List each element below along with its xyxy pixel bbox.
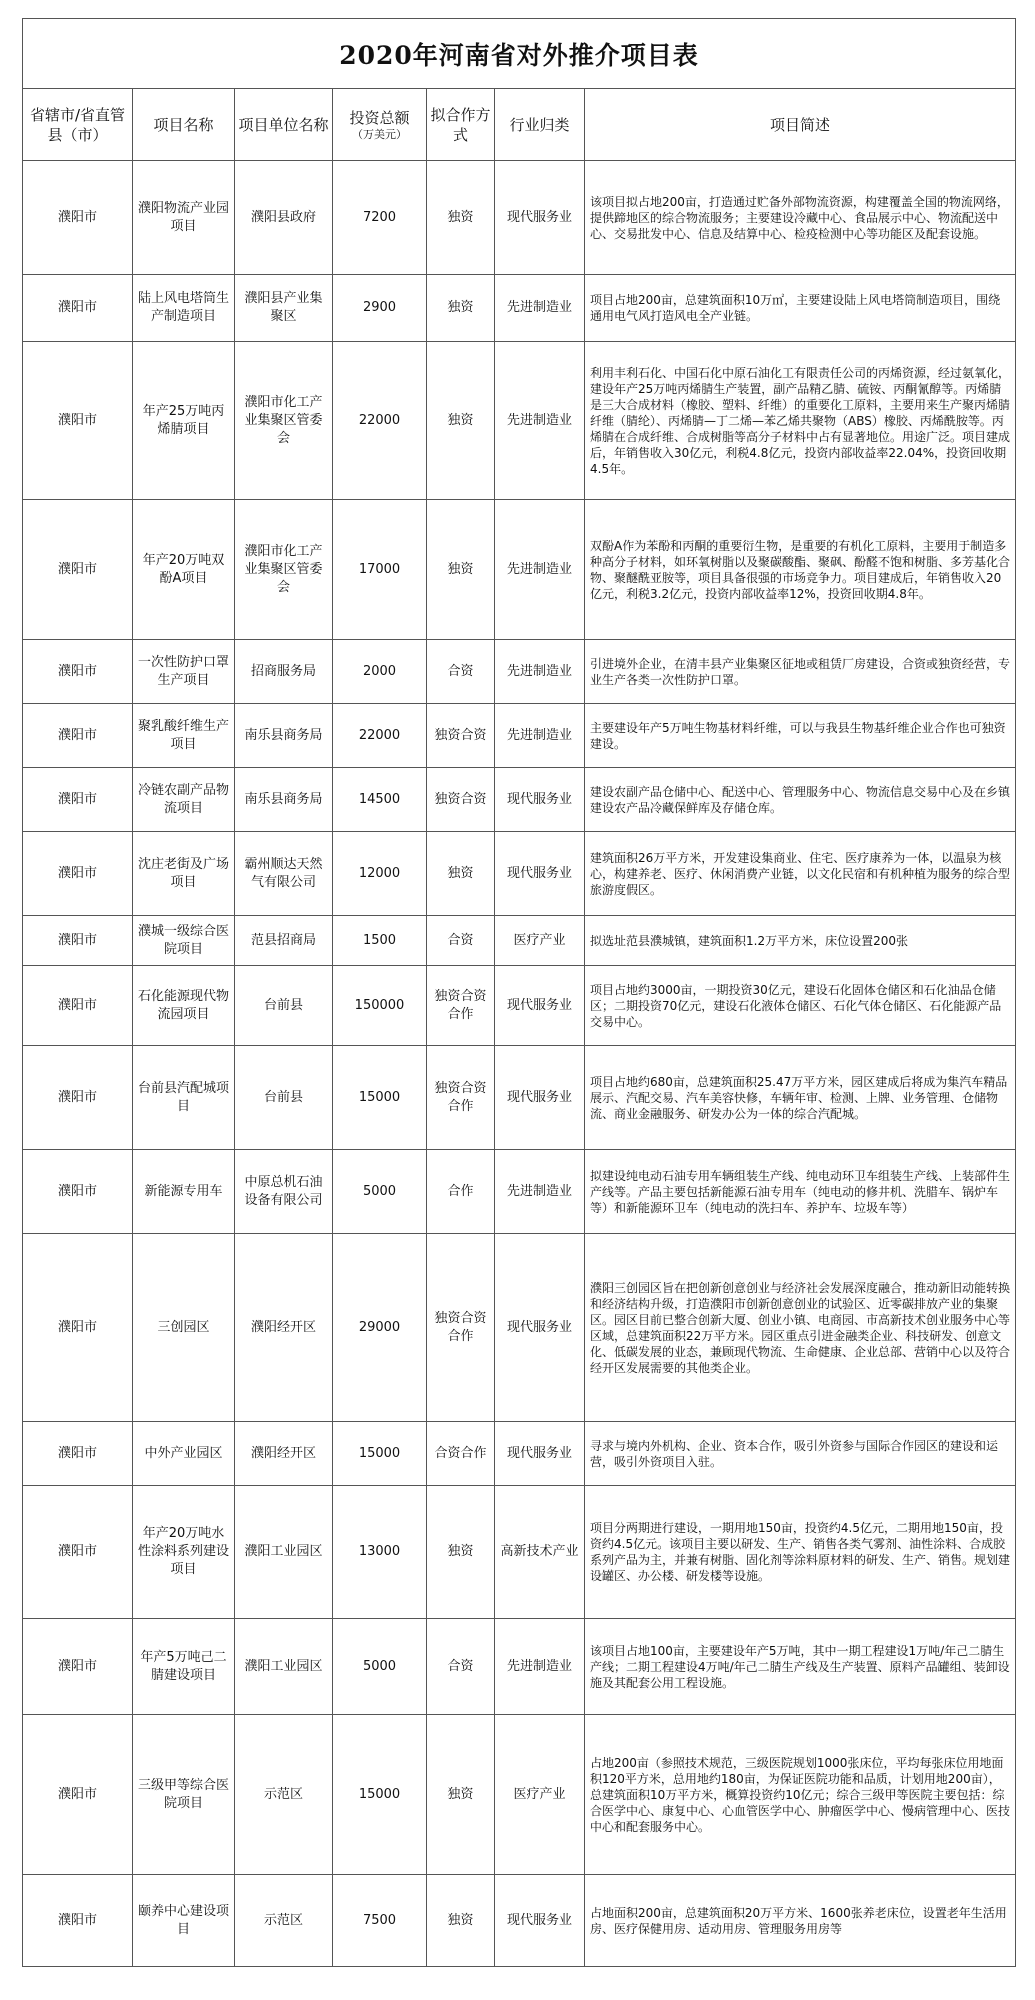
cell-description: 利用丰利石化、中国石化中原石油化工有限责任公司的丙烯资源，经过氨氧化，建设年产25万吨丙烯腈生产装置，副产品精乙腈、硫铵、丙酮氰醇等。丙烯腈是三大合成材料（橡胶、塑料、纤维）的重要化工原料，主要用来生产聚丙烯腈纤维（腈纶）、丙烯腈—丁二烯—苯乙烯共聚物（ABS）橡胶、丙烯酰胺等。丙烯腈在合成纤维、合成树脂等高分子材料中占有显著地位。用途广泛。项目建成后，年销售收入30亿元，利税4.8亿元，投资内部收益率22.04%，投资回收期4.5年。 (585, 342, 1016, 500)
cell-region: 濮阳市 (23, 1046, 133, 1150)
cell-cooperation-mode: 独资 (427, 342, 495, 500)
header-mode: 拟合作方式 (427, 89, 495, 161)
cell-investment-amount: 13000 (333, 1486, 427, 1619)
cell-region: 濮阳市 (23, 966, 133, 1046)
table-row (23, 1150, 1016, 1234)
cell-project-name: 三级甲等综合医院项目 (133, 1715, 235, 1875)
cell-investment-amount: 2000 (333, 640, 427, 704)
cell-description: 项目占地约680亩，总建筑面积25.47万平方米，园区建成后将成为集汽车精品展示、汽配交易、汽车美容快修，车辆年审、检测、上牌、业务管理、仓储物流、商业金融服务、研发办公为一体的综合汽配城。 (585, 1046, 1016, 1150)
table-row (23, 832, 1016, 916)
cell-project-name: 濮城一级综合医院项目 (133, 916, 235, 966)
cell-investment-amount: 12000 (333, 832, 427, 916)
cell-industry: 先进制造业 (495, 640, 585, 704)
cell-cooperation-mode: 合作 (427, 1150, 495, 1234)
cell-description: 主要建设年产5万吨生物基材料纤维，可以与我县生物基纤维企业合作也可独资建设。 (585, 704, 1016, 768)
cell-investment-amount: 15000 (333, 1046, 427, 1150)
cell-industry: 医疗产业 (495, 1715, 585, 1875)
cell-industry: 现代服务业 (495, 966, 585, 1046)
cell-industry: 现代服务业 (495, 161, 585, 275)
cell-project-name: 新能源专用车 (133, 1150, 235, 1234)
table-row (23, 342, 1016, 500)
cell-industry: 先进制造业 (495, 500, 585, 640)
cell-cooperation-mode: 独资 (427, 1715, 495, 1875)
cell-region: 濮阳市 (23, 1234, 133, 1422)
cell-region: 濮阳市 (23, 161, 133, 275)
cell-industry: 先进制造业 (495, 1619, 585, 1715)
table-row (23, 1715, 1016, 1875)
cell-industry: 现代服务业 (495, 768, 585, 832)
cell-project-unit: 范县招商局 (235, 916, 333, 966)
cell-project-name: 陆上风电塔筒生产制造项目 (133, 275, 235, 342)
cell-project-unit: 中原总机石油设备有限公司 (235, 1150, 333, 1234)
cell-industry: 现代服务业 (495, 1875, 585, 1967)
cell-project-unit: 濮阳经开区 (235, 1234, 333, 1422)
cell-project-unit: 濮阳县产业集聚区 (235, 275, 333, 342)
cell-cooperation-mode: 独资合资 (427, 768, 495, 832)
cell-description: 项目占地约3000亩，一期投资30亿元，建设石化固体仓储区和石化油品仓储区；二期投资70亿元，建设石化液体仓储区、石化气体仓储区、石化能源产品交易中心。 (585, 966, 1016, 1046)
table-row (23, 1422, 1016, 1486)
cell-region: 濮阳市 (23, 640, 133, 704)
cell-cooperation-mode: 独资 (427, 1486, 495, 1619)
cell-region: 濮阳市 (23, 1422, 133, 1486)
title-row (23, 19, 1016, 89)
table-row (23, 916, 1016, 966)
cell-investment-amount: 5000 (333, 1619, 427, 1715)
cell-industry: 先进制造业 (495, 275, 585, 342)
cell-project-unit: 台前县 (235, 1046, 333, 1150)
cell-cooperation-mode: 合资合作 (427, 1422, 495, 1486)
cell-industry: 高新技术产业 (495, 1486, 585, 1619)
header-region: 省辖市/省直管县（市） (23, 89, 133, 161)
header-name: 项目名称 (133, 89, 235, 161)
cell-project-name: 三创园区 (133, 1234, 235, 1422)
cell-region: 濮阳市 (23, 1150, 133, 1234)
header-amount-unit: （万美元） (352, 128, 407, 141)
cell-description: 拟选址范县濮城镇，建筑面积1.2万平方米，床位设置200张 (585, 916, 1016, 966)
cell-investment-amount: 15000 (333, 1715, 427, 1875)
cell-project-name: 台前县汽配城项目 (133, 1046, 235, 1150)
cell-description: 双酚A作为苯酚和丙酮的重要衍生物，是重要的有机化工原料，主要用于制造多种高分子材料，如环氧树脂以及聚碳酸酯、聚砜、酚醛不饱和树脂、多芳基化合物、聚醚酰亚胺等，项目具备很强的市场竞争力。项目建成后，年销售收入20亿元，利税3.2亿元，投资内部收益率12%，投资回收期4.8年。 (585, 500, 1016, 640)
cell-region: 濮阳市 (23, 768, 133, 832)
cell-cooperation-mode: 独资 (427, 275, 495, 342)
cell-description: 建筑面积26万平方米，开发建设集商业、住宅、医疗康养为一体，以温泉为核心，构建养老、医疗、休闲消费产业链，以文化民宿和有机种植为服务的综合型旅游度假区。 (585, 832, 1016, 916)
cell-project-name: 年产5万吨己二腈建设项目 (133, 1619, 235, 1715)
cell-description: 占地200亩（参照技术规范，三级医院规划1000张床位，平均每张床位用地面积120平方米，总用地约180亩，为保证医院功能和品质，计划用地200亩），总建筑面积10万平方米，概算投资约10亿元；综合三级甲等医院主要包括：综合医学中心、康复中心、心血管医学中心、肿瘤医学中心、慢病管理中心、医技中心和配套服务中心。 (585, 1715, 1016, 1875)
cell-cooperation-mode: 独资 (427, 832, 495, 916)
cell-project-unit: 示范区 (235, 1715, 333, 1875)
cell-region: 濮阳市 (23, 1619, 133, 1715)
cell-project-unit: 濮阳工业园区 (235, 1619, 333, 1715)
header-unit: 项目单位名称 (235, 89, 333, 161)
cell-cooperation-mode: 独资合资合作 (427, 966, 495, 1046)
table-row (23, 1875, 1016, 1967)
cell-cooperation-mode: 独资 (427, 500, 495, 640)
cell-description: 建设农副产品仓储中心、配送中心、管理服务中心、物流信息交易中心及在乡镇建设农产品冷藏保鲜库及存储仓库。 (585, 768, 1016, 832)
table-row (23, 1234, 1016, 1422)
table-row (23, 640, 1016, 704)
cell-industry: 现代服务业 (495, 832, 585, 916)
table-row (23, 1046, 1016, 1150)
cell-project-unit: 濮阳县政府 (235, 161, 333, 275)
cell-region: 濮阳市 (23, 832, 133, 916)
cell-project-name: 年产20万吨双酚A项目 (133, 500, 235, 640)
cell-project-name: 一次性防护口罩生产项目 (133, 640, 235, 704)
table-body (23, 161, 1016, 1967)
cell-description: 占地面积200亩，总建筑面积20万平方米、1600张养老床位，设置老年生活用房、医疗保健用房、适动用房、管理服务用房等 (585, 1875, 1016, 1967)
cell-description: 濮阳三创园区旨在把创新创意创业与经济社会发展深度融合，推动新旧动能转换和经济结构升级，打造濮阳市创新创意创业的试验区、近零碳排放产业的集聚区。园区目前已整合创新大厦、创业小镇、电商园、市高新技术创业服务中心等区域，总建筑面积22万平方米。园区重点引进金融类企业、科技研发、创意文化、低碳发展的业态，兼顾现代物流、生命健康、企业总部、营销中心以及符合经开区发展需要的其他类企业。 (585, 1234, 1016, 1422)
cell-investment-amount: 1500 (333, 916, 427, 966)
table-row (23, 500, 1016, 640)
cell-region: 濮阳市 (23, 275, 133, 342)
cell-project-unit: 濮阳经开区 (235, 1422, 333, 1486)
cell-investment-amount: 29000 (333, 1234, 427, 1422)
cell-project-unit: 濮阳市化工产业集聚区管委会 (235, 500, 333, 640)
cell-description: 该项目占地100亩，主要建设年产5万吨，其中一期工程建设1万吨/年己二腈生产线；二期工程建设4万吨/年己二腈生产线及生产装置、原料产品罐组、装卸设施及其配套公用工程设施。 (585, 1619, 1016, 1715)
cell-project-unit: 招商服务局 (235, 640, 333, 704)
cell-investment-amount: 15000 (333, 1422, 427, 1486)
cell-investment-amount: 22000 (333, 704, 427, 768)
cell-industry: 先进制造业 (495, 1150, 585, 1234)
cell-cooperation-mode: 合资 (427, 640, 495, 704)
page-wrapper (22, 18, 1016, 1967)
cell-investment-amount: 5000 (333, 1150, 427, 1234)
cell-project-name: 沈庄老街及广场项目 (133, 832, 235, 916)
cell-cooperation-mode: 独资 (427, 1875, 495, 1967)
cell-cooperation-mode: 独资合资合作 (427, 1234, 495, 1422)
cell-cooperation-mode: 合资 (427, 1619, 495, 1715)
cell-project-unit: 濮阳工业园区 (235, 1486, 333, 1619)
cell-description: 项目分两期进行建设，一期用地150亩，投资约4.5亿元，二期用地150亩，投资约4.5亿元。该项目主要以研发、生产、销售各类气雾剂、油性涂料、合成胶系列产品为主，并兼有树脂、固化剂等涂料原材料的研发、生产、销售。规划建设罐区、办公楼、研发楼等设施。 (585, 1486, 1016, 1619)
cell-investment-amount: 150000 (333, 966, 427, 1046)
cell-project-unit: 示范区 (235, 1875, 333, 1967)
cell-project-name: 冷链农副产品物流项目 (133, 768, 235, 832)
cell-industry: 现代服务业 (495, 1234, 585, 1422)
table-row (23, 275, 1016, 342)
table-row (23, 966, 1016, 1046)
cell-project-name: 年产20万吨水性涂料系列建设项目 (133, 1486, 235, 1619)
header-row (23, 89, 1016, 161)
cell-project-name: 濮阳物流产业园项目 (133, 161, 235, 275)
cell-industry: 现代服务业 (495, 1046, 585, 1150)
header-industry: 行业归类 (495, 89, 585, 161)
cell-description: 拟建设纯电动石油专用车辆组装生产线、纯电动环卫车组装生产线、上装部件生产线等。产品主要包括新能源石油专用车（纯电动的修井机、洗腊车、锅炉车等）和新能源环卫车（纯电动的洗扫车、养护车、垃圾车等） (585, 1150, 1016, 1234)
cell-project-unit: 台前县 (235, 966, 333, 1046)
cell-investment-amount: 7500 (333, 1875, 427, 1967)
table-row (23, 1486, 1016, 1619)
table-row (23, 161, 1016, 275)
cell-project-unit: 南乐县商务局 (235, 768, 333, 832)
cell-description: 引进境外企业，在清丰县产业集聚区征地或租赁厂房建设，合资或独资经营，专业生产各类一次性防护口罩。 (585, 640, 1016, 704)
cell-industry: 现代服务业 (495, 1422, 585, 1486)
cell-cooperation-mode: 独资 (427, 161, 495, 275)
cell-cooperation-mode: 合资 (427, 916, 495, 966)
header-desc: 项目简述 (585, 89, 1016, 161)
cell-description: 寻求与境内外机构、企业、资本合作，吸引外资参与国际合作园区的建设和运营，吸引外资项目入驻。 (585, 1422, 1016, 1486)
cell-project-name: 年产25万吨丙烯腈项目 (133, 342, 235, 500)
cell-project-unit: 南乐县商务局 (235, 704, 333, 768)
cell-project-unit: 濮阳市化工产业集聚区管委会 (235, 342, 333, 500)
cell-industry: 医疗产业 (495, 916, 585, 966)
cell-project-name: 颐养中心建设项目 (133, 1875, 235, 1967)
cell-description: 该项目拟占地200亩，打造通过贮备外部物流资源，构建覆盖全国的物流网络，提供蹄地区的综合物流服务；主要建设冷藏中心、食品展示中心、物流配送中心、交易批发中心、信息及结算中心、检疫检测中心等功能区及配套设施。 (585, 161, 1016, 275)
cell-investment-amount: 7200 (333, 161, 427, 275)
cell-region: 濮阳市 (23, 1486, 133, 1619)
cell-investment-amount: 22000 (333, 342, 427, 500)
cell-industry: 先进制造业 (495, 704, 585, 768)
cell-project-unit: 霸州顺达天然气有限公司 (235, 832, 333, 916)
table-row (23, 1619, 1016, 1715)
cell-region: 濮阳市 (23, 500, 133, 640)
cell-investment-amount: 14500 (333, 768, 427, 832)
cell-region: 濮阳市 (23, 916, 133, 966)
cell-cooperation-mode: 独资合资合作 (427, 1046, 495, 1150)
cell-region: 濮阳市 (23, 1875, 133, 1967)
table-row (23, 768, 1016, 832)
cell-project-name: 中外产业园区 (133, 1422, 235, 1486)
cell-industry: 先进制造业 (495, 342, 585, 500)
cell-investment-amount: 2900 (333, 275, 427, 342)
table-row (23, 704, 1016, 768)
cell-investment-amount: 17000 (333, 500, 427, 640)
project-table (22, 18, 1016, 1967)
header-amount-label: 投资总额 (349, 109, 410, 127)
cell-region: 濮阳市 (23, 1715, 133, 1875)
cell-cooperation-mode: 独资合资 (427, 704, 495, 768)
header-amount (333, 89, 427, 161)
table-title: 2020年河南省对外推介项目表 (23, 19, 1016, 89)
cell-description: 项目占地200亩，总建筑面积10万㎡，主要建设陆上风电塔筒制造项目，围绕通用电气风打造风电全产业链。 (585, 275, 1016, 342)
cell-region: 濮阳市 (23, 342, 133, 500)
cell-project-name: 聚乳酸纤维生产项目 (133, 704, 235, 768)
cell-region: 濮阳市 (23, 704, 133, 768)
cell-project-name: 石化能源现代物流园项目 (133, 966, 235, 1046)
